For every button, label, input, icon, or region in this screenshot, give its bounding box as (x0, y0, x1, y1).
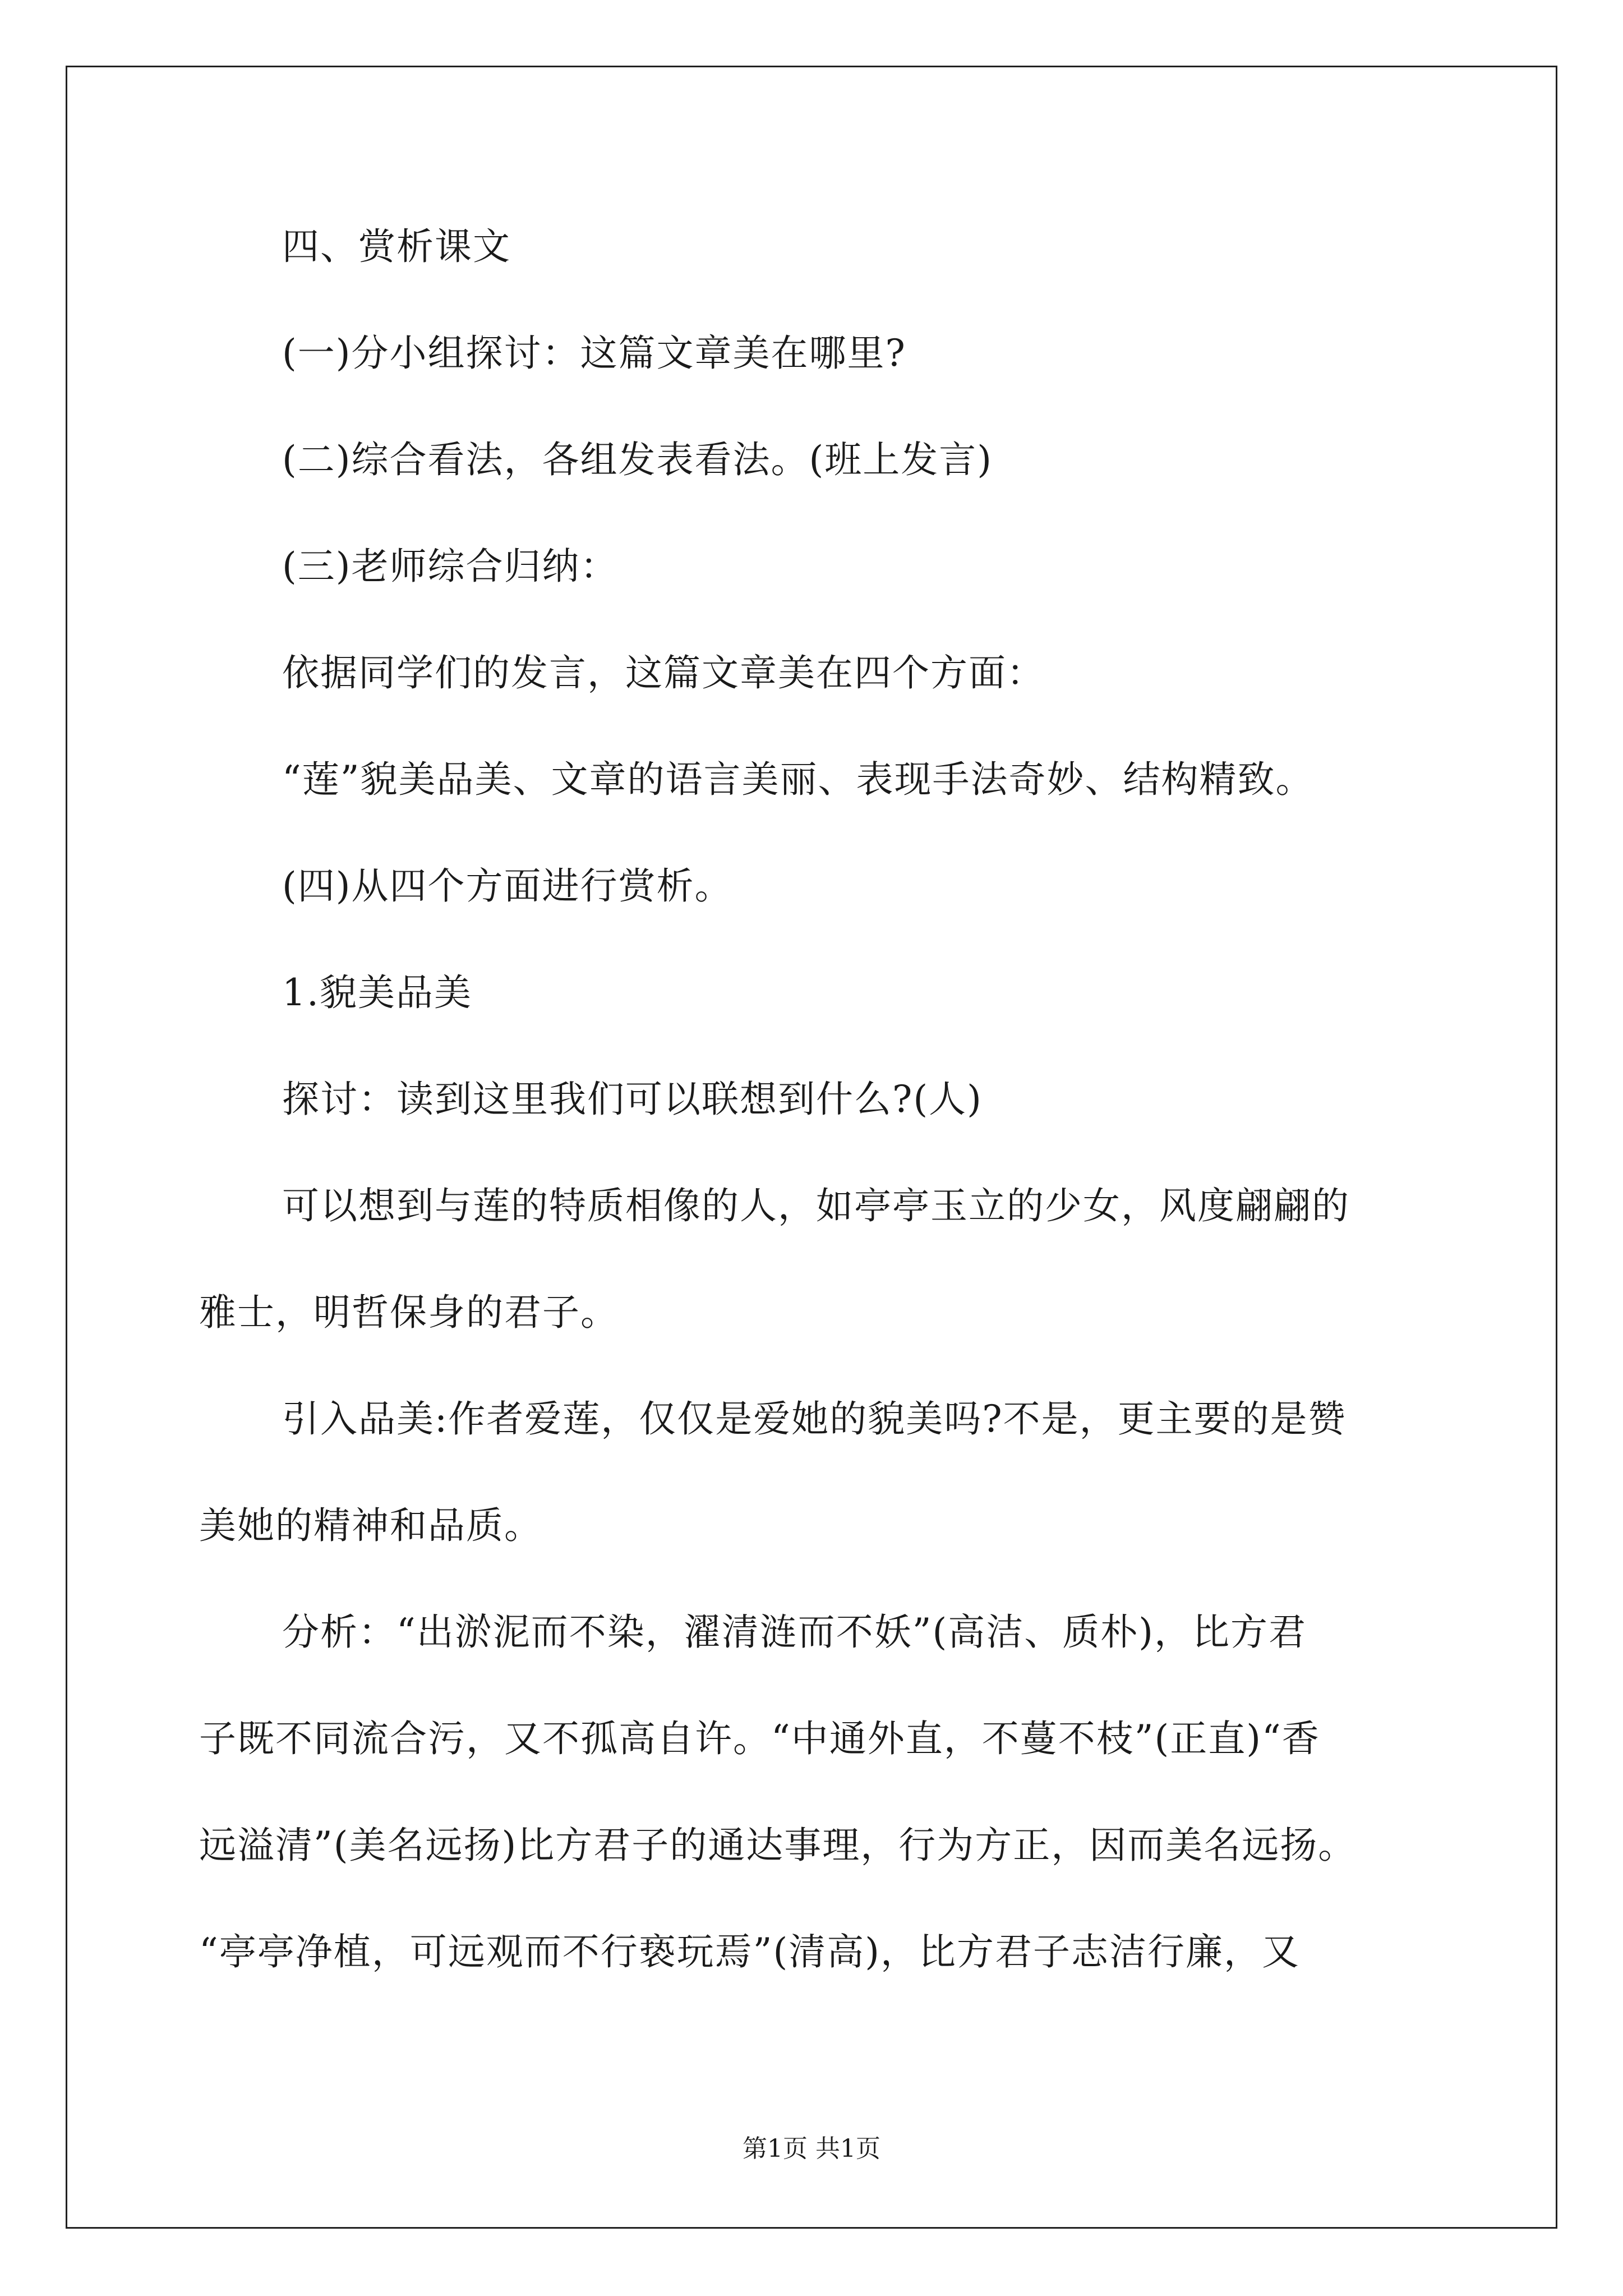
page-number-footer: 第1页 共1页 (743, 2134, 880, 2163)
paragraph-line: (二)综合看法，各组发表看法。(班上发言) (282, 438, 993, 481)
page-border (66, 66, 1557, 2229)
paragraph-line: “亭亭净植，可远观而不行亵玩焉”(清高)，比方君子志洁行廉，又 (199, 1930, 1300, 1973)
paragraph-line: 远溢清”(美名远扬)比方君子的通达事理，行为方正，因而美名远扬。 (199, 1824, 1357, 1867)
paragraph-line: (三)老师综合归纳： (282, 545, 619, 588)
paragraph-line: (四)从四个方面进行赏析。 (282, 864, 733, 908)
paragraph-line: 探讨：读到这里我们可以联想到什么?(人) (282, 1078, 983, 1121)
paragraph-line: 美她的精神和品质。 (199, 1504, 542, 1547)
paragraph-line: 可以想到与莲的特质相像的人，如亭亭玉立的少女，风度翩翩的 (282, 1184, 1350, 1227)
subsection-heading: 1.貌美品美 (282, 971, 472, 1014)
paragraph-line: 依据同学们的发言，这篇文章美在四个方面： (282, 651, 1045, 694)
paragraph-line: 分析：“出淤泥而不染，濯清涟而不妖”(高洁、质朴)，比方君 (282, 1611, 1307, 1654)
section-heading: 四、赏析课文 (282, 225, 511, 268)
paragraph-line: 子既不同流合污，又不孤高自许。“中通外直，不蔓不枝”(正直)“香 (199, 1717, 1320, 1760)
paragraph-line: “莲”貌美品美、文章的语言美丽、表现手法奇妙、结构精致。 (282, 758, 1314, 801)
paragraph-line: 引入品美:作者爱莲，仅仅是爱她的貌美吗?不是，更主要的是赞 (282, 1397, 1347, 1441)
paragraph-line: (一)分小组探讨：这篇文章美在哪里? (282, 332, 906, 375)
paragraph-line: 雅士，明哲保身的君子。 (199, 1291, 619, 1334)
